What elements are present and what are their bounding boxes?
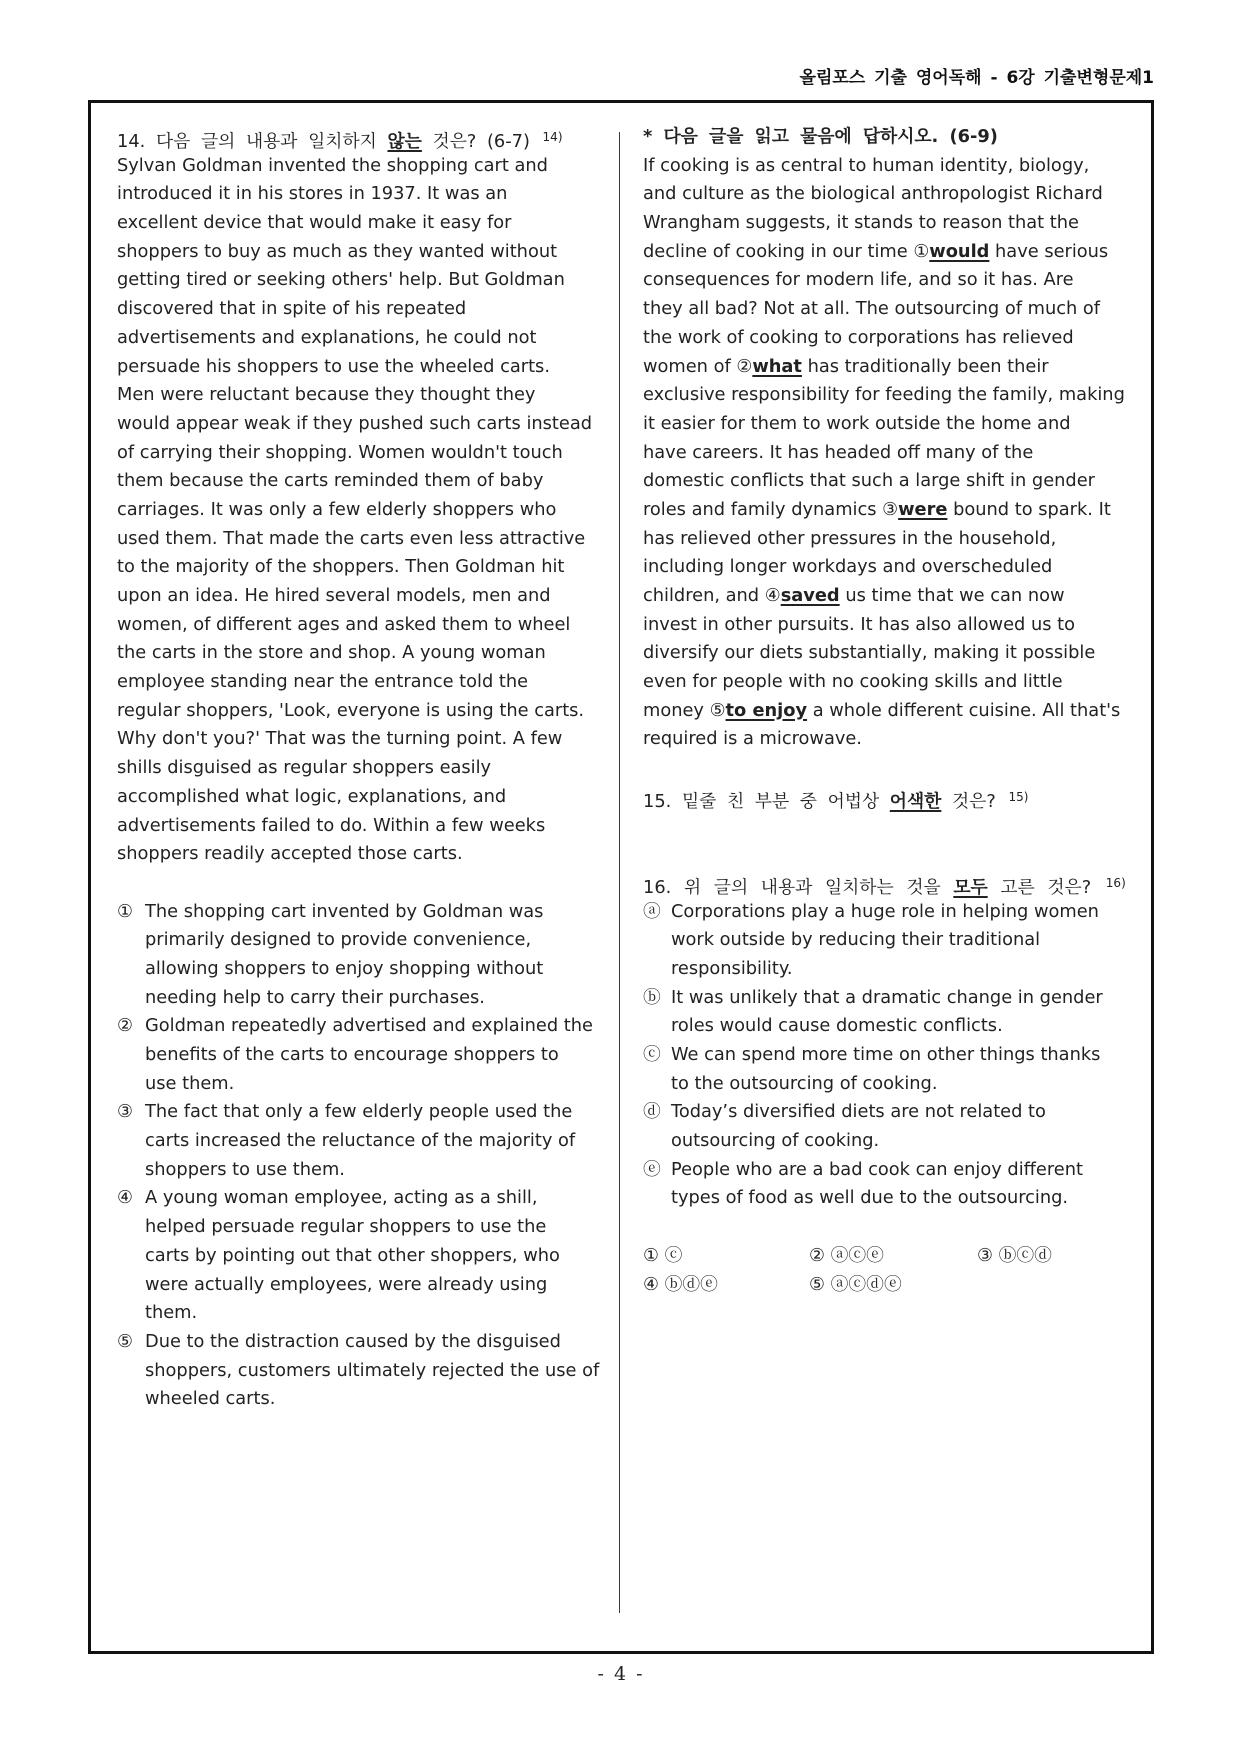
passage-line: accomplished what logic, explanations, and — [117, 785, 507, 807]
spacer — [643, 812, 1125, 869]
answer-letters: ⓒ — [664, 1244, 683, 1266]
passage-line: required is a microwave. — [643, 728, 862, 750]
option-marker: ② — [117, 1015, 133, 1037]
option-4 — [117, 1184, 599, 1327]
page-header-title: 올림포스 기출 영어독해 - 6강 기출변형문제1 — [799, 68, 1154, 88]
option-line: them. — [145, 1302, 198, 1324]
passage-line: excellent device that would make it easy for — [117, 212, 512, 234]
passage-line — [643, 496, 1125, 525]
passage-line: exclusive responsibility for feeding the family, making — [643, 384, 1125, 406]
emphasized-word: 않는 — [387, 131, 422, 152]
passage-line: diversify our diets substantially, making it possible — [643, 642, 1096, 664]
left-column — [117, 123, 599, 1414]
option-4 — [643, 1098, 1125, 1155]
passage-line: they all bad? Not at all. The outsourcing of much of — [643, 298, 1101, 320]
passage-line: shills disguised as regular shoppers easily — [117, 757, 492, 779]
option-line: It was unlikely that a dramatic change in gender — [671, 986, 1103, 1008]
option-line: to the outsourcing of cooking. — [671, 1072, 938, 1094]
option-5 — [117, 1328, 599, 1414]
answer-choices — [643, 1242, 1125, 1299]
answer-choice-3 — [977, 1242, 1117, 1271]
answer-number: ④ — [643, 1273, 659, 1295]
option-line: The shopping cart invented by Goldman was — [145, 900, 544, 922]
option-line: needing help to carry their purchases. — [145, 986, 485, 1008]
answer-letters: ⓑⓓⓔ — [664, 1273, 718, 1295]
answer-choice-5 — [809, 1271, 977, 1300]
passage-line: domestic conflicts that such a large shift in gender — [643, 470, 1095, 492]
passage-line: and culture as the biological anthropologist Richard — [643, 183, 1103, 205]
option-1 — [117, 898, 599, 1013]
option-line: were actually employees, were already using — [145, 1273, 548, 1295]
question-16 — [643, 869, 1125, 898]
question-number: 15. — [643, 790, 672, 812]
option-line: outsourcing of cooking. — [671, 1130, 880, 1152]
right-column — [643, 123, 1125, 1299]
option-line: allowing shoppers to enjoy shopping without — [145, 957, 544, 979]
passage-line: getting tired or seeking others' help. But Goldman — [117, 269, 565, 291]
option-marker: ⓓ — [643, 1101, 661, 1123]
passage-line: regular shoppers, 'Look, everyone is using the carts. — [117, 699, 585, 721]
question-text: 것은? — [951, 790, 996, 812]
line-text: a whole different cuisine. All that's — [807, 699, 1121, 721]
spacer — [117, 869, 599, 898]
passage-line: invest in other pursuits. It has also allowed us to — [643, 613, 1076, 635]
option-line: Due to the distraction caused by the disguised — [145, 1330, 561, 1352]
footnote-marker: 14) — [542, 130, 563, 144]
option-marker: ⓐ — [643, 900, 661, 922]
passage-line: advertisements and explanations, he could not — [117, 326, 537, 348]
option-marker: ③ — [117, 1101, 133, 1123]
option-marker: ④ — [117, 1187, 133, 1209]
option-line: use them. — [145, 1072, 235, 1094]
underlined-word: what — [752, 355, 802, 377]
passage-line: Men were reluctant because they thought they — [117, 384, 536, 406]
passage-line: Sylvan Goldman invented the shopping cart and — [117, 154, 548, 176]
answer-letters: ⓐⓒⓔ — [830, 1244, 884, 1266]
option-marker: ⓒ — [643, 1044, 661, 1066]
question-14 — [117, 123, 599, 152]
passage-line — [643, 582, 1125, 611]
option-marker: ⓔ — [643, 1158, 661, 1180]
option-line: roles would cause domestic conflicts. — [671, 1015, 1003, 1037]
line-text: has traditionally been their — [801, 355, 1049, 377]
option-2 — [117, 1012, 599, 1098]
option-line: wheeled carts. — [145, 1388, 276, 1410]
option-3 — [117, 1098, 599, 1184]
passage-line: have careers. It has headed off many of the — [643, 441, 1034, 463]
passage-line — [643, 238, 1125, 267]
passage-line: persuade his shoppers to use the wheeled carts. — [117, 355, 550, 377]
passage-line: introduced it in his stores in 1937. It was an — [117, 183, 508, 205]
passage — [643, 152, 1125, 754]
option-line: benefits of the carts to encourage shoppers to — [145, 1044, 559, 1065]
option-line: work outside by reducing their traditional — [671, 929, 1041, 951]
line-text: money ⑤ — [643, 699, 726, 721]
option-line: Corporations play a huge role in helping women — [671, 900, 1099, 922]
passage-line: of carrying their shopping. Women wouldn't touch — [117, 441, 563, 463]
question-text: 다음 글의 내용과 일치하지 — [155, 131, 377, 152]
option-line: A young woman employee, acting as a shill, — [145, 1187, 538, 1209]
statement-options — [643, 898, 1125, 1214]
answer-number: ② — [809, 1244, 825, 1266]
answer-number: ① — [643, 1244, 659, 1266]
passage-line: If cooking is as central to human identity, biology, — [643, 154, 1090, 176]
emphasized-word: 모두 — [953, 876, 988, 898]
option-2 — [643, 984, 1125, 1041]
passage-line: has relieved other pressures in the household, — [643, 527, 1057, 549]
underlined-word: to enjoy — [725, 699, 808, 721]
line-text: us time that we can now — [839, 585, 1065, 606]
passage-line: used them. That made the carts even less attractive — [117, 527, 586, 549]
answer-choice-1 — [643, 1242, 809, 1271]
option-line: Today’s diversified diets are not related to — [671, 1101, 1046, 1123]
underlined-word: were — [898, 498, 948, 520]
option-line: Goldman repeatedly advertised and explained the — [145, 1015, 593, 1037]
passage-line: carriages. It was only a few elderly shoppers who — [117, 498, 557, 520]
option-line: The fact that only a few elderly people used the — [145, 1101, 573, 1123]
option-line: carts increased the reluctance of the majority of — [145, 1130, 576, 1152]
footnote-marker: 16) — [1105, 875, 1126, 890]
option-marker: ⓑ — [643, 986, 661, 1008]
passage-line: shoppers to buy as much as they wanted without — [117, 240, 558, 262]
answer-options — [117, 898, 599, 1414]
question-number: 16. — [643, 876, 672, 898]
answer-letters: ⓐⓒⓓⓔ — [830, 1273, 902, 1295]
column-divider — [619, 132, 620, 1613]
line-text: women of ② — [643, 355, 753, 377]
option-marker: ⑤ — [117, 1330, 133, 1352]
answer-number: ⑤ — [809, 1273, 825, 1295]
question-number: 14. — [117, 131, 146, 152]
option-line: We can spend more time on other things thanks — [671, 1044, 1101, 1066]
passage-line: consequences for modern life, and so it has. Are — [643, 269, 1074, 291]
passage-line: even for people with no cooking skills and little — [643, 671, 1063, 693]
line-text: children, and ④ — [643, 585, 781, 606]
answer-choice-2 — [809, 1242, 977, 1271]
passage-line: discovered that in spite of his repeated — [117, 298, 467, 320]
question-text: 고른 것은? — [1000, 876, 1092, 898]
option-line: primarily designed to provide convenience, — [145, 929, 532, 951]
passage-line: to the majority of the shoppers. Then Goldman hit — [117, 556, 565, 578]
passage-line: the carts in the store and shop. A young woman — [117, 642, 546, 664]
option-line: shoppers to use them. — [145, 1158, 345, 1180]
instruction: * 다음 글을 읽고 물음에 답하시오. (6-9) — [643, 126, 998, 147]
option-marker: ① — [117, 900, 133, 922]
underlined-word: saved — [780, 585, 840, 606]
passage-line: advertisements failed to do. Within a few weeks — [117, 814, 546, 836]
question-text: 위 글의 내용과 일치하는 것을 — [683, 876, 941, 898]
option-line: People who are a bad cook can enjoy different — [671, 1158, 1083, 1180]
option-line: responsibility. — [671, 957, 793, 979]
passage-line: the work of cooking to corporations has relieved — [643, 326, 1074, 348]
option-line: helped persuade regular shoppers to use the — [145, 1216, 547, 1238]
answer-choice-4 — [643, 1271, 809, 1300]
option-1 — [643, 898, 1125, 984]
option-3 — [643, 1041, 1125, 1098]
spacer — [643, 754, 1125, 783]
passage-line: them because the carts reminded them of baby — [117, 470, 544, 492]
question-text: 것은? (6-7) — [432, 131, 530, 152]
option-line: types of food as well due to the outsourcing. — [671, 1187, 1069, 1209]
passage-line — [643, 697, 1125, 726]
emphasized-word: 어색한 — [889, 790, 942, 812]
passage-line — [643, 353, 1125, 382]
passage-line: employee standing near the entrance told the — [117, 671, 529, 693]
spacer — [643, 1213, 1125, 1242]
passage-line: Wrangham suggests, it stands to reason that the — [643, 212, 1079, 234]
passage-line: Why don't you?' That was the turning point. A few — [117, 728, 563, 750]
underlined-word: would — [929, 240, 990, 262]
question-15 — [643, 783, 1125, 812]
passage — [117, 152, 599, 869]
passage-line: would appear weak if they pushed such carts instead — [117, 412, 593, 434]
passage-line: shoppers readily accepted those carts. — [117, 843, 463, 865]
line-text: bound to spark. It — [947, 498, 1111, 520]
footnote-marker: 15) — [1008, 789, 1029, 804]
line-text: decline of cooking in our time ① — [643, 240, 930, 262]
line-text: roles and family dynamics ③ — [643, 498, 899, 520]
option-5 — [643, 1156, 1125, 1213]
answer-number: ③ — [977, 1244, 993, 1266]
passage-line: including longer workdays and overscheduled — [643, 556, 1053, 578]
answer-letters: ⓑⓒⓓ — [998, 1244, 1052, 1266]
page-number: - 4 - — [597, 1663, 643, 1685]
line-text: have serious — [989, 240, 1109, 262]
question-text: 밑줄 친 부분 중 어법상 — [681, 790, 880, 812]
option-line: carts by pointing out that other shoppers, who — [145, 1244, 560, 1266]
passage-line: women, of different ages and asked them to wheel — [117, 613, 571, 635]
passage-line: it easier for them to work outside the home and — [643, 412, 1071, 434]
option-line: shoppers, customers ultimately rejected the use of — [145, 1359, 600, 1381]
passage-line: upon an idea. He hired several models, men and — [117, 585, 551, 606]
